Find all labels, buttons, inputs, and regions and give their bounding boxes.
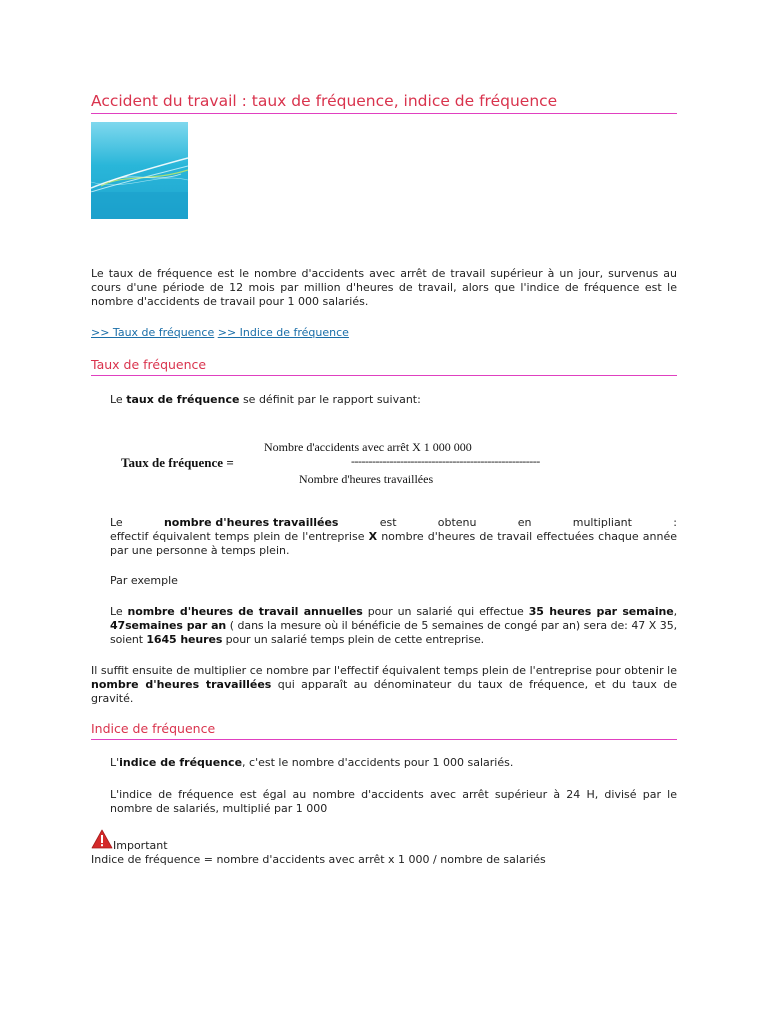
important-label: Important [113, 839, 168, 852]
effectif-paragraph: Il suffit ensuite de multiplier ce nombre par l'effectif équivalent temps plein de l'entreprise pour obtenir le nombre d'heures travaillées qui apparaît au dénominateur du taux de fréquence, et du taux de gravité. [91, 664, 677, 705]
page-title: Accident du travail : taux de fréquence, indice de fréquence [91, 90, 677, 114]
heading-taux-de-frequence: Taux de fréquence [91, 356, 677, 376]
important-formula: Indice de fréquence = nombre d'accidents avec arrêt x 1 000 / nombre de salariés [91, 853, 546, 866]
abstract-wave-image [91, 122, 188, 219]
formula-fraction-bar: ------------------------------------------------------ [351, 454, 540, 468]
intro-paragraph: Le taux de fréquence est le nombre d'accidents avec arrêt de travail supérieur à un jour, survenus au cours d'une période de 12 mois par million d'heures de travail, alors que l'indice de fréquence est le nombre d'accidents de travail pour 1 000 salariés. [91, 267, 677, 308]
heures-travaillees-paragraph: Le nombre d'heures travaillées est obtenu en multipliant : effectif équivalent temps plein de l'entreprise X nombre d'heures de travail effectuées chaque année par une personne à temps plein. [110, 516, 677, 557]
indice-explanation: L'indice de fréquence est égal au nombre d'accidents avec arrêt supérieur à 24 H, divisé par le nombre de salariés, multiplié par 1 000 [110, 788, 677, 815]
section-links [91, 326, 349, 340]
formula-denominator: Nombre d'heures travaillées [299, 472, 434, 486]
example-label: Par exemple [110, 574, 178, 587]
taux-definition: Le taux de fréquence se définit par le rapport suivant: [110, 393, 421, 406]
taux-formula [121, 436, 541, 492]
formula-numerator: Nombre d'accidents avec arrêt X 1 000 000 [264, 440, 472, 454]
header-image [91, 122, 188, 219]
heading-indice-de-frequence: Indice de fréquence [91, 720, 677, 740]
link-taux-de-frequence[interactable]: >> Taux de fréquence [91, 326, 215, 339]
warning-triangle-icon [91, 829, 113, 849]
example-paragraph: Le nombre d'heures de travail annuelles pour un salarié qui effectue 35 heures par semaine, 47semaines par an ( dans la mesure où il bénéficie de 5 semaines de congé par an) sera de: 47 X 35, soient 1645 heures pour un salarié temps plein de cette entreprise. [110, 605, 678, 646]
link-indice-de-frequence[interactable]: >> Indice de fréquence [217, 326, 349, 339]
formula-label: Taux de fréquence = [121, 455, 234, 470]
indice-definition: L'indice de fréquence, c'est le nombre d'accidents pour 1 000 salariés. [110, 756, 514, 769]
